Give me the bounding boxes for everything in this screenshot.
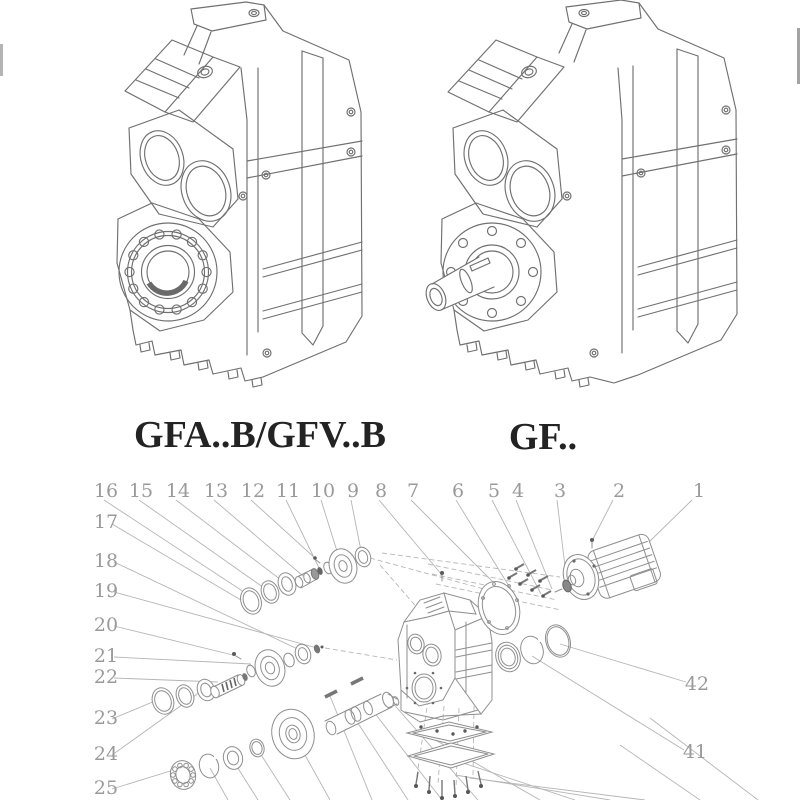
callout-9: 9 <box>346 480 360 502</box>
callout-12: 12 <box>240 480 266 502</box>
callout-10: 10 <box>310 480 336 502</box>
callout-24: 24 <box>93 743 119 765</box>
callout-5: 5 <box>487 480 501 502</box>
callout-11: 11 <box>275 480 301 502</box>
scan-artifacts <box>0 28 800 84</box>
callout-2: 2 <box>612 480 626 502</box>
model-label-right: GF.. <box>508 416 578 458</box>
callout-1: 1 <box>692 480 706 502</box>
callout-18: 18 <box>93 550 119 572</box>
motor <box>555 532 663 604</box>
bearing-balls <box>125 230 211 314</box>
callout-21: 21 <box>93 645 119 667</box>
callout-16: 16 <box>93 480 119 502</box>
callout-3: 3 <box>553 480 567 502</box>
callout-20: 20 <box>93 614 119 636</box>
callout-23: 23 <box>93 707 119 729</box>
callout-19: 19 <box>93 580 119 602</box>
input-shaft-assembly <box>237 545 373 617</box>
reducer-drawing-hollow-shaft <box>117 2 362 387</box>
reducer-drawing-solid-shaft <box>422 0 737 387</box>
callout-6: 6 <box>451 480 465 502</box>
gear-housing <box>398 593 492 722</box>
callout-41: 41 <box>682 741 708 763</box>
callout-4: 4 <box>511 480 525 502</box>
intermediate-shaft-assembly <box>149 642 324 717</box>
callout-25: 25 <box>93 777 119 799</box>
exploded-view <box>94 480 758 800</box>
callout-15: 15 <box>128 480 154 502</box>
callout-8: 8 <box>374 480 388 502</box>
callout-14: 14 <box>165 480 191 502</box>
callout-22: 22 <box>93 666 119 688</box>
callout-17: 17 <box>93 511 119 533</box>
callout-13: 13 <box>203 480 229 502</box>
callout-7: 7 <box>406 480 420 502</box>
model-label-left: GFA..B/GFV..B <box>134 414 386 456</box>
callout-42: 42 <box>684 673 710 695</box>
